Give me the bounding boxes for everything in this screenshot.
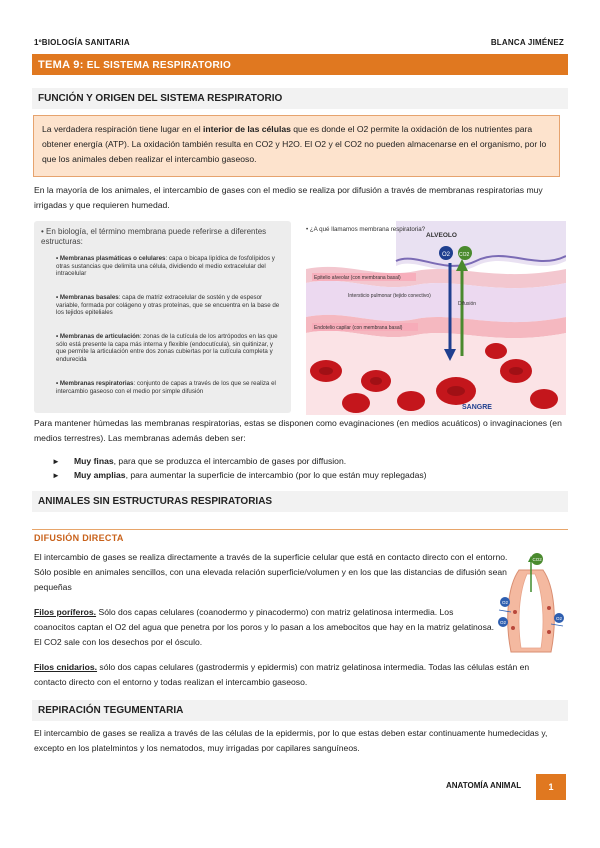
alveolo-label: ALVEOLO <box>426 232 457 239</box>
sponge-co2-label: CO2 <box>532 557 542 562</box>
subheading-difusion-directa: DIFUSIÓN DIRECTA <box>34 533 124 543</box>
paragraph-membranas: En la mayoría de los animales, el intercambio de gases con el medio se realiza por difusión a través de membranas respiratorias muy irrigadas y que requieren humedad. <box>34 185 543 210</box>
footer-label: ANATOMÍA ANIMAL <box>446 781 522 790</box>
sponge-o2-label-3: O2 <box>556 616 563 621</box>
header-left: 1ºBIOLOGÍA SANITARIA <box>34 38 130 47</box>
topic-number: TEMA 9: <box>38 59 84 71</box>
sponge-o2-label-2: O2 <box>500 620 507 625</box>
paragraph-poriferos: Filos poríferos. Sólo dos capas celulares (coanodermo y pinacodermo) con matriz gelatinosa intermedia. Los coanocitos captan el O2 del agua que penetra por los poros y lo pasan a los amebocitos que hay en la matriz gelatinosa. El CO2 sale con los desechos por el ósculo. <box>34 607 495 647</box>
diagram-question: • ¿A qué llamamos membrana respiratoria? <box>306 226 426 233</box>
bullet-muy-amplias: ► Muy amplias, para aumentar la superficie de intercambio (por lo que están muy replegadas) <box>52 470 427 480</box>
sponge-o2-label-1: O2 <box>502 600 509 605</box>
figure-intro: • En biología, el término membrana puede referirse a diferentes estructuras: <box>41 227 267 246</box>
page-number: 1 <box>536 774 566 800</box>
def-respiratorias: • Membranas respiratorias: conjunto de capas a través de los que se realiza el intercambio gaseoso con el medio por simple difusión <box>56 380 276 395</box>
topic-title: EL SISTEMA RESPIRATORIO <box>86 60 232 71</box>
section-heading-funcion: FUNCIÓN Y ORIGEN DEL SISTEMA RESPIRATORIO <box>32 88 568 109</box>
header-right: BLANCA JIMÉNEZ <box>490 38 564 47</box>
def-plasmaticas: • Membranas plasmáticas o celulares: capa o bicapa lipídica de fosfolípidos y otras sustancias que delimita una célula, dividiendo el medio extracelular del intracelular <box>56 255 275 278</box>
def-basales: • Membranas basales: capa de matriz extracelular de sostén y de espesor variable, formada por colágeno y otras proteínas, que se encuentra en la base de los tejidos epiteliales <box>56 294 280 317</box>
topic-bar <box>32 54 568 75</box>
def-articulacion: • Membranas de articulación: zonas de la cutícula de los artrópodos en las que sólo está presente la capa más interna y flexible (endocutícula), sin quitinizar, y que permite la articulación entre dos zonas cubiertas por la cutícula completa y endurecida <box>56 333 278 363</box>
arrow-bullet-icon: ► <box>52 457 60 466</box>
arrow-bullet-icon: ► <box>52 471 60 480</box>
key-concept-callout <box>33 115 560 177</box>
endotelio-label: Endotelio capilar (con membrana basal) <box>314 325 403 331</box>
sponge-illustration <box>497 552 565 656</box>
difusion-label: Difusión <box>458 301 477 307</box>
paragraph-cnidarios: Filos cnidarios. sólo dos capas celulares (gastrodermis y epidermis) con matriz gelatinosa intermedia. Todas las células están en contacto directo con el entorno y todas realizan el intercambio gaseoso. <box>34 662 530 687</box>
divider-line <box>32 529 568 530</box>
bullet-muy-finas: ► Muy finas, para que se produzca el intercambio de gases por diffusion. <box>52 456 347 466</box>
paragraph-difusion-directa: El intercambio de gases se realiza directamente a través de la superficie celular que está en contacto directo con el entorno. Sólo posible en animales sencillos, con una elevada relación superficie/volumen y en los que las distancias de difusión sean pequeñas <box>34 552 508 592</box>
membrane-definitions-figure <box>34 221 291 413</box>
co2-molecule-label: CO2 <box>459 252 470 258</box>
callout-text-post: que es donde el O2 permite la oxidación de los nutrientes para obtener energía (ATP). La oxidación también resulta en CO2 y H2O. El O2 y el CO2 no pueden almacenarse en el organismo, por lo que los animales deben realizar el intercambio gaseoso. <box>42 124 547 164</box>
o2-molecule-label: O2 <box>442 252 451 258</box>
section-heading-sin-estructuras: ANIMALES SIN ESTRUCTURAS RESPIRATORIAS <box>32 491 568 512</box>
section-heading-tegumentaria: REPIRACIÓN TEGUMENTARIA <box>32 700 568 721</box>
respiratory-membrane-diagram <box>306 221 566 415</box>
callout-text-bold: interior de las células <box>203 124 291 134</box>
paragraph-tegumentaria: El intercambio de gases se realiza a través de las células de la epidermis, por lo que estas deben estar continuamente humedecidas y, excepto en los platelmintos y los nematodos, muy irrigadas por capilares sanguíneos. <box>34 728 548 753</box>
callout-text-pre: La verdadera respiración tiene lugar en el <box>42 124 203 134</box>
paragraph-humedas: Para mantener húmedas las membranas respiratorias, estas se disponen como evaginaciones (en medios acuáticos) o invaginaciones (en medios terrestres). Las membranas además deben ser: <box>34 418 562 443</box>
epitelio-label: Epitelio alveolar (con membrana basal) <box>314 275 401 281</box>
intersticio-label: Intersticio pulmonar (tejido conectivo) <box>348 293 431 299</box>
sangre-label: SANGRE <box>462 404 492 411</box>
